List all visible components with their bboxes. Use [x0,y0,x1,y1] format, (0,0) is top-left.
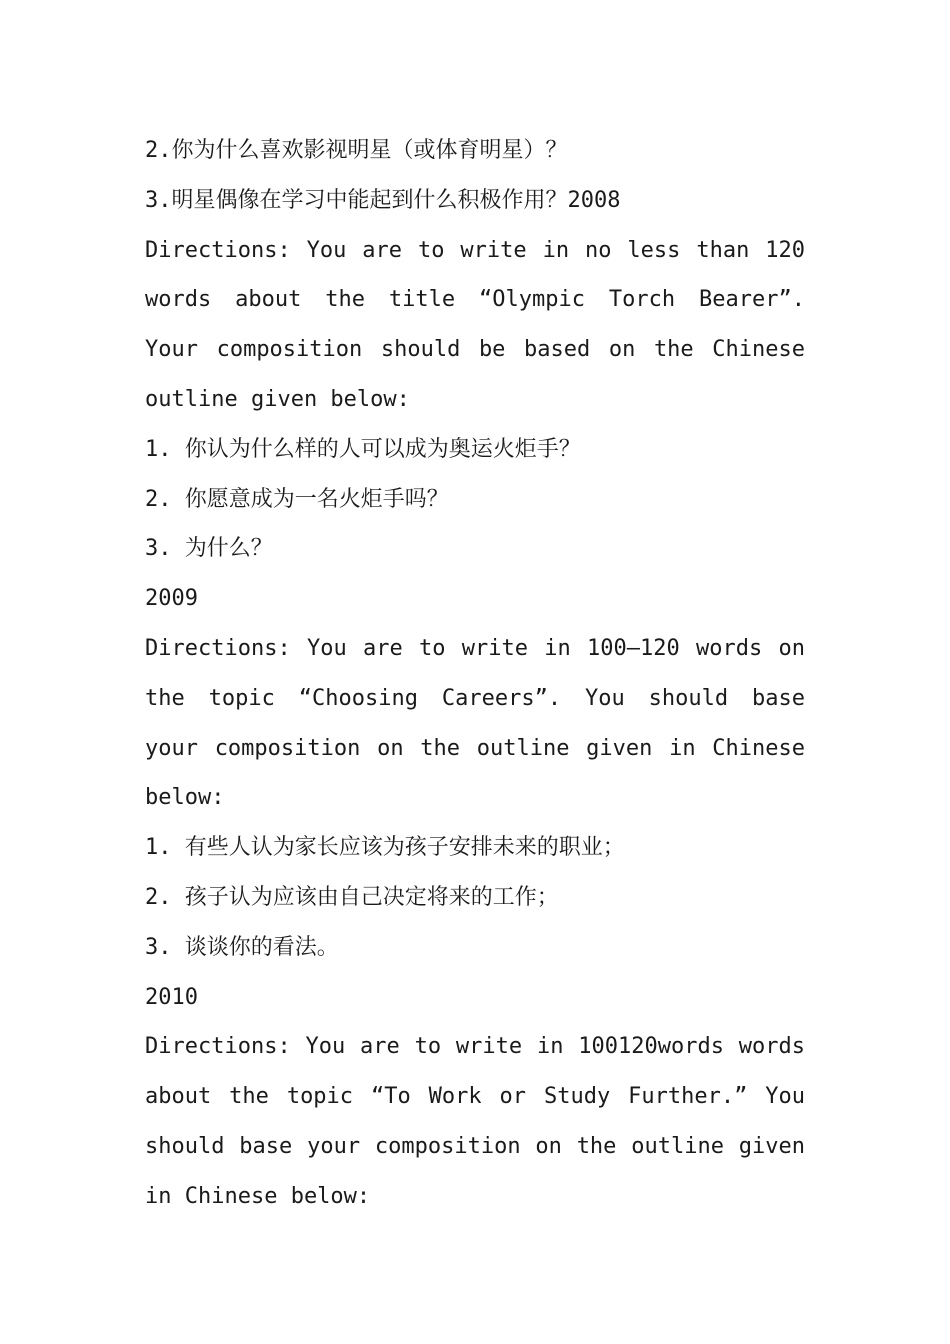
text-line: should base your composition on the outline given [145,1133,805,1159]
text-line: 2.你为什么喜欢影视明星（或体育明星）？ [145,138,568,163]
text-line: 1. 你认为什么样的人可以成为奥运火炬手？ [145,436,581,462]
text-line: Your composition should be based on the Chinese [145,337,805,363]
text-line: Directions: You are to write in 100120words words [145,1034,805,1060]
text-line: your composition on the outline given in Chinese [145,735,805,761]
text-line: words about the title “Olympic Torch Bearer”. [145,287,805,313]
year-heading: 2010 [145,984,198,1010]
text-line: about the topic “To Work or Study Further.” You [145,1084,805,1110]
text-line: 2. 孩子认为应该由自己决定将来的工作； [145,884,559,910]
text-line: the topic “Choosing Careers”. You should base [145,685,805,711]
text-line: 2. 你愿意成为一名火炬手吗？ [145,486,449,512]
document-body [145,126,805,1222]
year-heading: 2009 [145,586,198,612]
text-line: 3.明星偶像在学习中能起到什么积极作用？2008 [145,187,621,213]
text-line: Directions: You are to write in 100—120 words on [145,635,805,661]
text-line: 3. 谈谈你的看法。 [145,934,339,960]
text-line: outline given below: [145,386,410,412]
text-line: 3. 为什么？ [145,536,273,562]
text-line: 1. 有些人认为家长应该为孩子安排未来的职业； [145,835,625,861]
text-line: Directions: You are to write in no less than 120 [145,237,805,263]
text-line: below: [145,785,225,811]
text-line: in Chinese below: [145,1183,371,1209]
